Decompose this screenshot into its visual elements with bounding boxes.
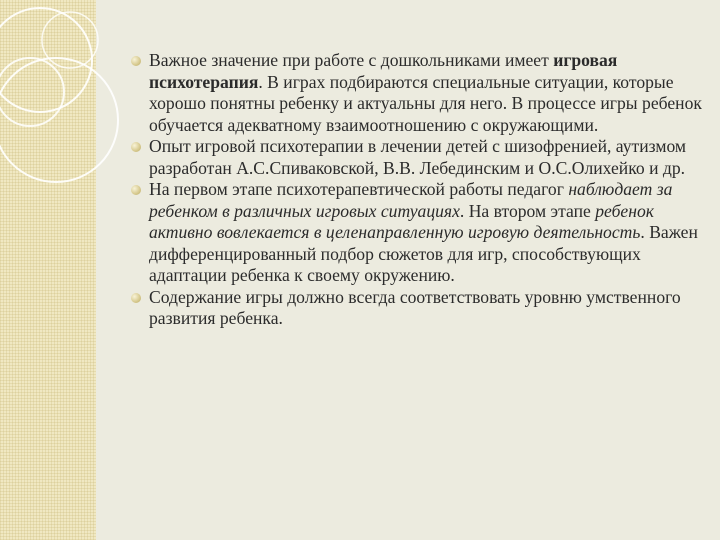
bullet-2-text: Опыт игровой психотерапии в лечении детей с шизофренией, аутизмом разработан А.С.Спиваковской, В.В. Лебединским и О.С.Олихейко и др. [149, 136, 687, 178]
bullet-item-3 [131, 179, 706, 287]
slide-content [131, 50, 706, 330]
bullet-3-text-c: . Важен дифференцированный подбор сюжетов для игр, способствующих адаптации ребенка к своему окружению. [149, 222, 698, 285]
bullet-3-italic-b: ребенок активно вовлекается в целенаправленную игровую деятельность [149, 200, 654, 242]
bullet-1-text-a: Важное значение при работе с дошкольниками имеет [149, 50, 554, 70]
bullet-dot-icon [131, 293, 141, 303]
bullet-list [131, 50, 706, 330]
bullet-1-bold-term: игровая психотерапия [149, 50, 618, 92]
bullet-3-text-b: . На втором этапе [459, 200, 596, 221]
bullet-item-2 [131, 136, 706, 179]
bullet-item-4 [131, 287, 706, 330]
bullet-4-text: Содержание игры должно всегда соответствовать уровню умственного развития ребенка. [149, 286, 681, 328]
decorative-circles-graphic [0, 0, 130, 540]
bullet-item-1 [131, 50, 706, 136]
bullet-3-italic-a: наблюдает за ребенком в различных игровых ситуациях [149, 179, 673, 221]
bullet-dot-icon [131, 56, 141, 66]
bullet-dot-icon [131, 185, 141, 195]
bullet-3-text-a: На первом этапе психотерапевтической работы педагог [149, 179, 569, 199]
bullet-1-text-b: . В играх подбираются специальные ситуации, которые хорошо понятны ребенку и актуальны для него. В процессе игры ребенок обучается адекватному взаимоотношению с окружающими. [149, 71, 702, 135]
bullet-dot-icon [131, 142, 141, 152]
